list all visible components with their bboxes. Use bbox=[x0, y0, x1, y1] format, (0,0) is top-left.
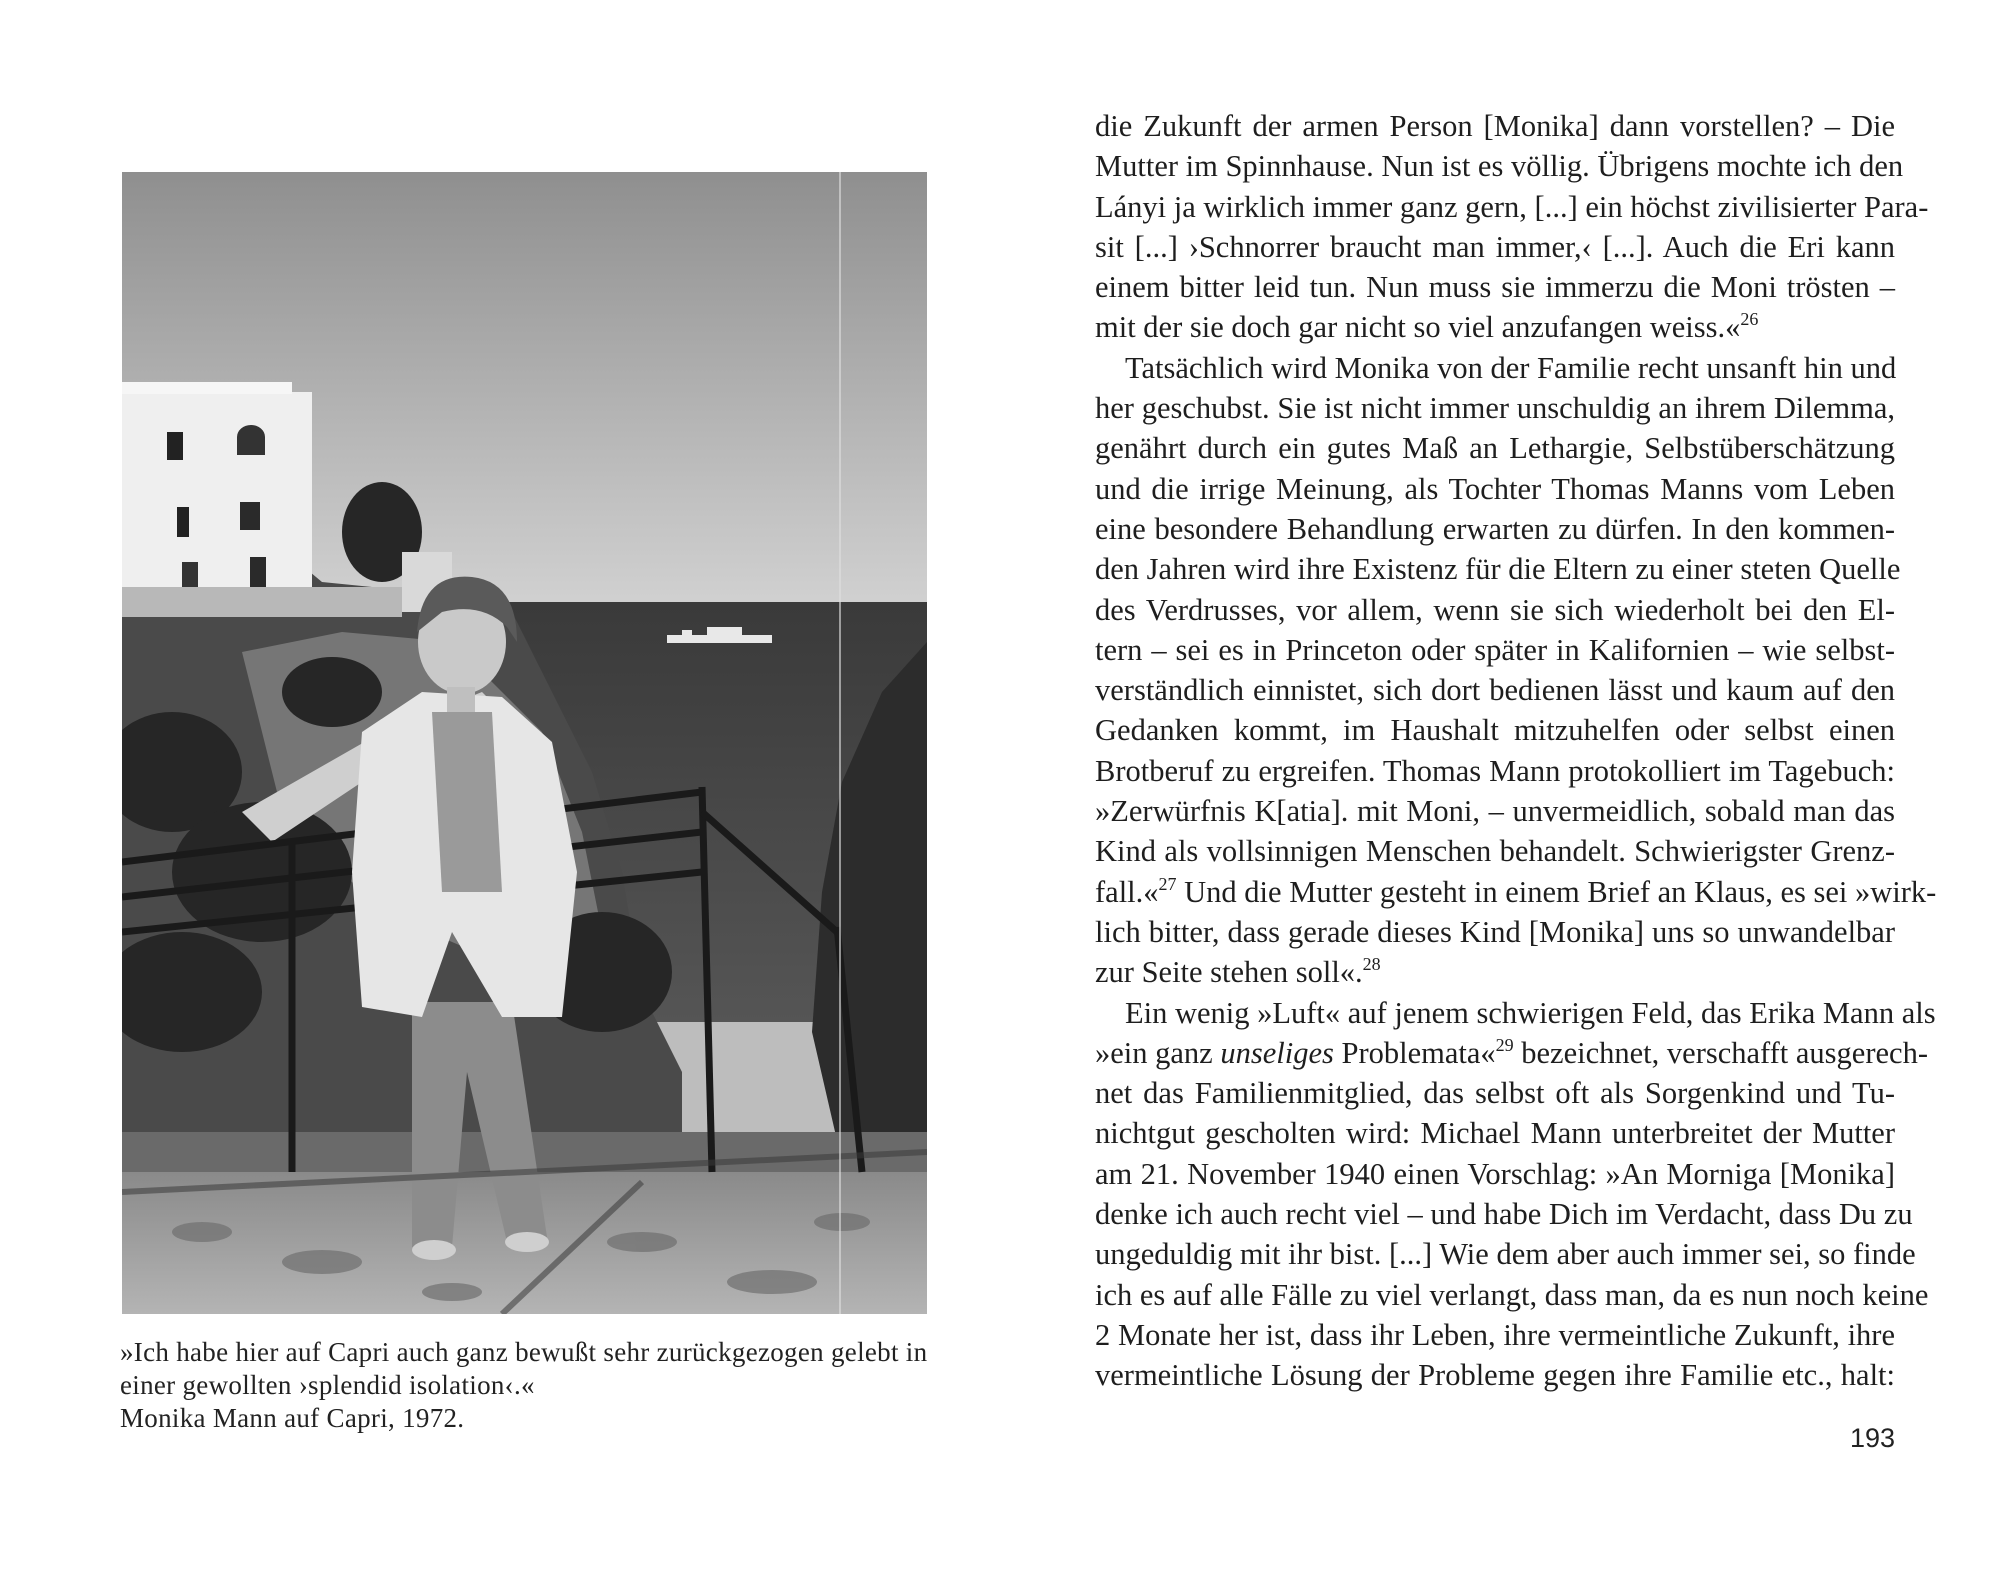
text-line: einem bitter leid tun. Nun muss sie immerzu die Moni trösten – bbox=[1095, 270, 1895, 305]
text-line: Lányi ja wirklich immer ganz gern, [...] ein höchst zivilisierter Para- bbox=[1095, 189, 1929, 224]
caption-line-1: »Ich habe hier auf Capri auch ganz bewußt sehr zurückgezogen gelebt in bbox=[120, 1337, 928, 1367]
photo-illustration bbox=[122, 172, 927, 1314]
text-segment: Problemata« bbox=[1333, 1035, 1496, 1070]
text-line: 2 Monate her ist, dass ihr Leben, ihre vermeintliche Zukunft, ihre bbox=[1095, 1317, 1895, 1352]
text-line: Tatsächlich wird Monika von der Familie recht unsanft hin und bbox=[1125, 350, 1897, 385]
text-line: Mutter im Spinnhause. Nun ist es völlig. Übrigens mochte ich den bbox=[1095, 149, 1904, 184]
text-line: ungeduldig mit ihr bist. [...] Wie dem aber auch immer sei, so finde bbox=[1095, 1237, 1916, 1272]
text-line: die Zukunft der armen Person [Monika] dann vorstellen? – Die bbox=[1095, 109, 1895, 143]
text-segment: Und die Mutter gesteht in einem Brief an Klaus, es sei »wirk- bbox=[1176, 874, 1937, 909]
text-line: Ein wenig »Luft« auf jenem schwierigen Feld, das Erika Mann als bbox=[1125, 995, 1936, 1030]
text-line: eine besondere Behandlung erwarten zu dürfen. In den kommen- bbox=[1095, 511, 1895, 546]
text-line: Kind als vollsinnigen Menschen behandelt. Schwierigster Grenz- bbox=[1095, 834, 1895, 869]
footnote-ref-27: 27 bbox=[1158, 873, 1177, 894]
text-line: des Verdrusses, vor allem, wenn sie sich wiederholt bei den El- bbox=[1095, 592, 1895, 627]
body-text bbox=[1095, 106, 1937, 1396]
text-line: Gedanken kommt, im Haushalt mitzuhelfen oder selbst einen bbox=[1095, 713, 1895, 748]
text-line: sit [...] ›Schnorrer braucht man immer,‹ [...]. Auch die Eri kann bbox=[1095, 229, 1895, 264]
text-line: ich es auf alle Fälle zu viel verlangt, dass man, da es nun noch keine bbox=[1095, 1277, 1929, 1312]
text-line: »Zerwürfnis K[atia]. mit Moni, – unvermeidlich, sobald man das bbox=[1095, 794, 1895, 829]
text-line: her geschubst. Sie ist nicht immer unschuldig an ihrem Dilemma, bbox=[1095, 391, 1895, 426]
text-line: Brotberuf zu ergreifen. Thomas Mann protokolliert im Tagebuch: bbox=[1095, 753, 1895, 788]
text-line bbox=[1095, 1033, 1928, 1073]
text-line: denke ich auch recht viel – und habe Dich im Verdacht, dass Du zu bbox=[1095, 1197, 1913, 1232]
photograph-monika-mann-capri bbox=[122, 172, 927, 1314]
text-line bbox=[1095, 872, 1937, 912]
text-line: nichtgut gescholten wird: Michael Mann unterbreitet der Mutter bbox=[1095, 1116, 1895, 1151]
footnote-ref-26: 26 bbox=[1740, 309, 1759, 330]
text-line: genährt durch ein gutes Maß an Lethargie, Selbstüberschätzung bbox=[1095, 431, 1895, 466]
text-line: verständlich einnistet, sich dort bedienen lässt und kaum auf den bbox=[1095, 673, 1895, 708]
text-segment: fall.« bbox=[1095, 874, 1159, 909]
text-segment: bezeichnet, verschafft ausgerech- bbox=[1513, 1035, 1928, 1070]
text-segment: zur Seite stehen soll«. bbox=[1095, 955, 1363, 990]
footnote-ref-28: 28 bbox=[1362, 954, 1381, 975]
photo-caption bbox=[120, 1336, 950, 1435]
text-segment: mit der sie doch gar nicht so viel anzufangen weiss.« bbox=[1095, 310, 1741, 345]
caption-line-2: einer gewollten ›splendid isolation‹.« bbox=[120, 1370, 535, 1400]
text-segment: »ein ganz bbox=[1095, 1035, 1221, 1070]
text-line bbox=[1095, 952, 1895, 992]
text-line bbox=[1095, 307, 1895, 347]
text-line: und die irrige Meinung, als Tochter Thomas Manns vom Leben bbox=[1095, 471, 1895, 506]
emphasis-unseliges: unseliges bbox=[1220, 1035, 1334, 1070]
footnote-ref-29: 29 bbox=[1495, 1034, 1514, 1055]
page-number: 193 bbox=[1849, 1423, 1895, 1453]
caption-line-3: Monika Mann auf Capri, 1972. bbox=[120, 1403, 465, 1433]
text-line: den Jahren wird ihre Existenz für die Eltern zu einer steten Quelle bbox=[1095, 552, 1901, 587]
text-line: vermeintliche Lösung der Probleme gegen ihre Familie etc., halt: bbox=[1095, 1358, 1895, 1393]
text-line: lich bitter, dass gerade dieses Kind [Monika] uns so unwandelbar bbox=[1095, 914, 1895, 949]
text-line: tern – sei es in Princeton oder später in Kalifornien – wie selbst- bbox=[1095, 632, 1895, 667]
text-line: am 21. November 1940 einen Vorschlag: »An Morniga [Monika] bbox=[1095, 1156, 1895, 1191]
text-line: net das Familienmitglied, das selbst oft als Sorgenkind und Tu- bbox=[1095, 1076, 1895, 1111]
